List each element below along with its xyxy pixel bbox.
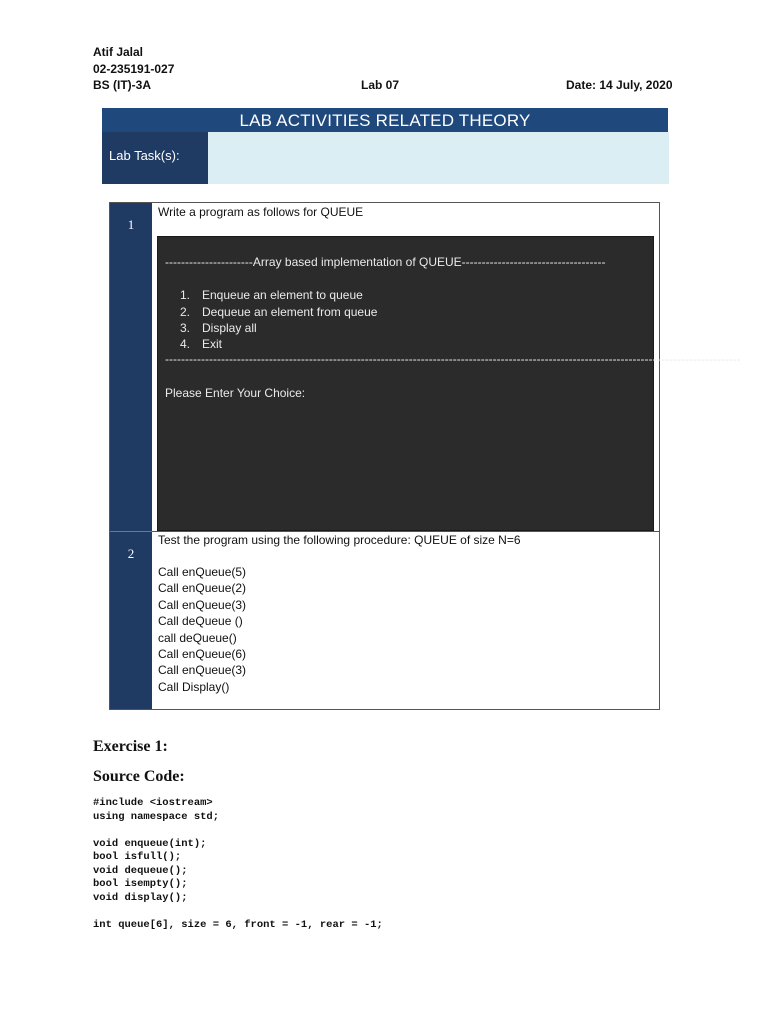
call-line: Call enQueue(5) bbox=[158, 565, 247, 579]
call-line: Call deQueue () bbox=[158, 614, 243, 629]
console-divider: ------------------------------------------------------------------------------------------------------------------------------------------------ bbox=[165, 352, 741, 366]
task-description: Test the program using the following procedure: QUEUE of size N=6 bbox=[158, 533, 521, 547]
student-id: 02-235191-027 bbox=[93, 62, 175, 76]
source-code: #include <iostream> using namespace std; void enqueue(int); bool isfull(); void dequeue(); bool isempty(); void display(); int queue[6], size = 6, front = -1, rear = -1; bbox=[93, 797, 383, 931]
menu-item: 3. Display all bbox=[180, 321, 257, 335]
call-line: Call enQueue(3) bbox=[158, 663, 247, 678]
menu-item: 4. Exit bbox=[180, 337, 223, 351]
lab-task-box bbox=[208, 132, 669, 184]
console-title: ----------------------Array based implementation of QUEUE------------------------------------ bbox=[165, 255, 606, 269]
source-code-heading: Source Code: bbox=[93, 768, 185, 785]
call-line: Call enQueue(3) bbox=[158, 597, 247, 612]
task-number: 2 bbox=[110, 531, 152, 709]
menu-item: 2. Dequeue an element from queue bbox=[180, 305, 378, 319]
call-line: call deQueue() bbox=[158, 630, 237, 645]
exercise-title: Exercise 1: bbox=[93, 738, 168, 755]
task-number: 1 bbox=[110, 203, 152, 531]
call-line: Call enQueue(6) bbox=[158, 647, 247, 662]
call-line: Call Display() bbox=[158, 679, 230, 694]
section-banner: LAB ACTIVITIES RELATED THEORY bbox=[102, 108, 668, 132]
task-table bbox=[109, 202, 741, 710]
call-line: Call enQueue(2) bbox=[158, 581, 247, 596]
menu-item: 1. Enqueue an element to queue bbox=[180, 288, 363, 302]
student-class: BS (IT)-3A bbox=[93, 78, 151, 92]
task-description: Write a program as follows for QUEUE bbox=[158, 205, 364, 219]
call-list bbox=[158, 564, 246, 695]
console-screenshot bbox=[157, 236, 741, 531]
console-prompt: Please Enter Your Choice: bbox=[165, 386, 306, 400]
lab-task-label: Lab Task(s): bbox=[102, 132, 208, 184]
lab-number: Lab 07 bbox=[361, 78, 400, 92]
student-name: Atif Jalal bbox=[93, 45, 144, 59]
lab-date: Date: 14 July, 2020 bbox=[566, 78, 673, 92]
